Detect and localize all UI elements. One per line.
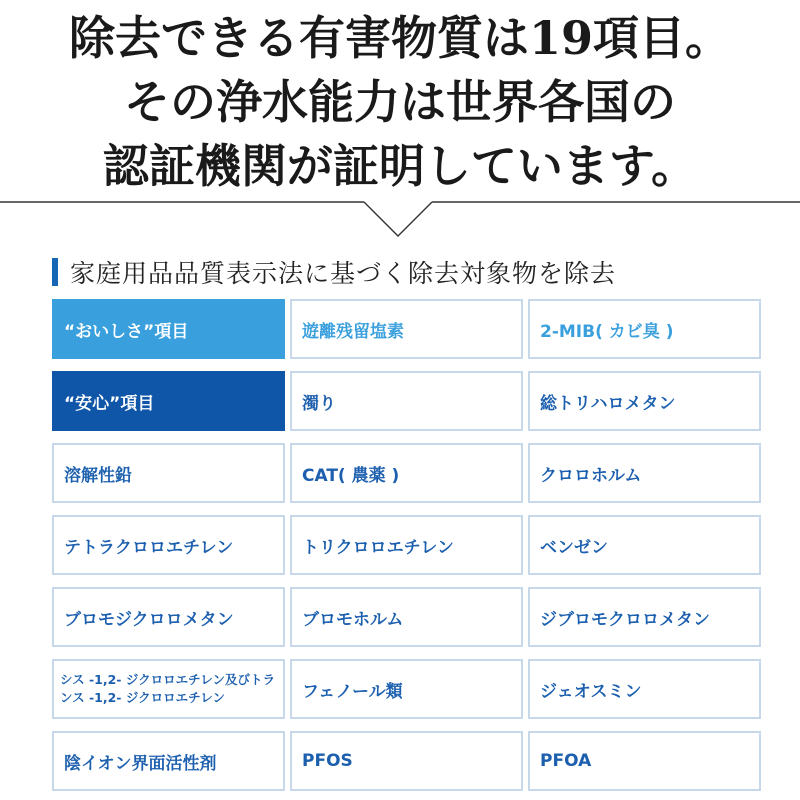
section-title: 家庭用品品質表示法に基づく除去対象物を除去 — [70, 259, 617, 288]
cell-label: 2-MIB( カビ臭 ) — [540, 321, 674, 342]
cell-label: PFOA — [540, 751, 592, 771]
grid-cell — [52, 443, 285, 503]
section-heading — [52, 256, 616, 288]
grid-cell — [528, 443, 761, 503]
grid-cell — [52, 659, 285, 719]
category-cell-safety — [52, 371, 285, 431]
cell-label: 遊離残留塩素 — [302, 321, 404, 342]
grid-cell — [52, 731, 285, 791]
grid-cell — [290, 371, 523, 431]
headline — [0, 6, 800, 198]
cell-label: フェノール類 — [302, 681, 403, 702]
grid-cell — [528, 371, 761, 431]
grid-cell — [290, 659, 523, 719]
section-accent-bar — [52, 258, 58, 286]
cell-label: ジブロモクロロメタン — [540, 609, 710, 630]
cell-label: ベンゼン — [540, 537, 608, 558]
cell-label: ジェオスミン — [540, 681, 642, 702]
cell-label: 陰イオン界面活性剤 — [64, 753, 217, 774]
grid-cell — [290, 587, 523, 647]
grid-cell — [290, 299, 523, 359]
cell-label: “おいしさ”項目 — [64, 321, 189, 342]
cell-label: シス -1,2- ジクロロエチレン及びトランス -1,2- ジクロロエチレン — [60, 672, 276, 705]
substance-grid — [52, 299, 762, 791]
cell-label: トリクロロエチレン — [302, 537, 454, 558]
grid-cell — [528, 299, 761, 359]
cell-label: ブロモホルム — [302, 609, 404, 630]
chevron-down-icon — [364, 202, 432, 236]
grid-cell — [528, 731, 761, 791]
grid-cell — [52, 587, 285, 647]
cell-label: 総トリハロメタン — [540, 393, 676, 414]
category-cell-taste — [52, 299, 285, 359]
grid-cell — [290, 731, 523, 791]
grid-cell — [528, 587, 761, 647]
chevron-divider — [0, 196, 800, 244]
cell-label: 濁り — [302, 393, 336, 414]
grid-cell — [528, 659, 761, 719]
grid-cell — [52, 515, 285, 575]
headline-line-3: 認証機関が証明しています。 — [102, 139, 698, 193]
grid-cell — [290, 443, 523, 503]
cell-label: PFOS — [302, 751, 353, 771]
grid-cell — [290, 515, 523, 575]
headline-line-1: 除去できる有害物質は19項目。 — [68, 11, 731, 65]
cell-label: 溶解性鉛 — [64, 465, 132, 486]
cell-label: テトラクロロエチレン — [64, 537, 234, 558]
cell-label: “安心”項目 — [64, 393, 155, 414]
cell-label: CAT( 農薬 ) — [302, 465, 400, 486]
grid-cell — [528, 515, 761, 575]
cell-label: ブロモジクロロメタン — [64, 609, 234, 630]
headline-line-2: その浄水能力は世界各国の — [124, 75, 676, 129]
cell-label: クロロホルム — [540, 465, 642, 486]
